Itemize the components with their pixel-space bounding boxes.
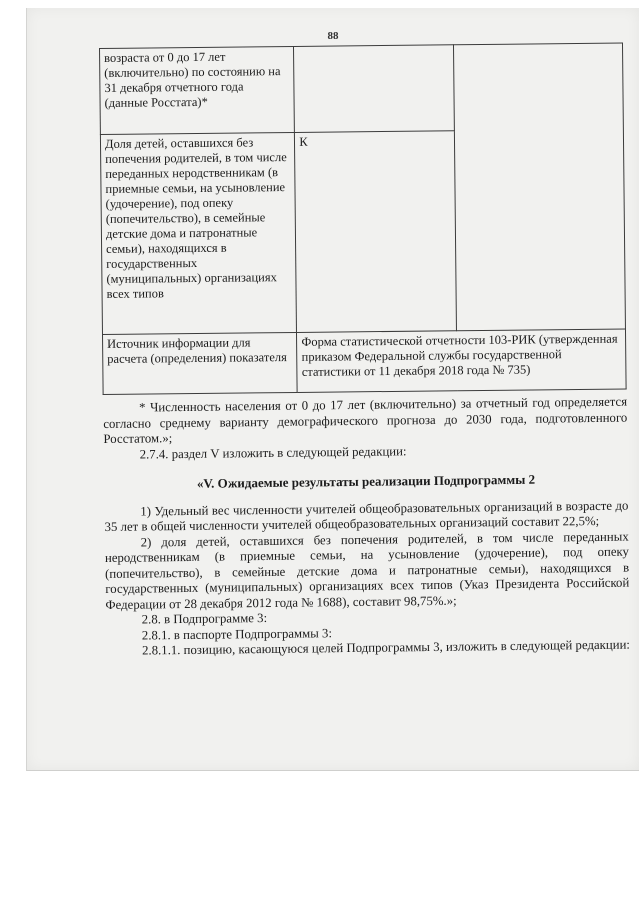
paragraph: 2.8.1.1. позицию, касающуюся целей Подпрограммы 3, изложить в следующей редакции: xyxy=(141,637,631,658)
table-cell xyxy=(454,43,626,331)
paragraph: 2.8.1. в паспорте Подпрограммы 3: xyxy=(141,625,333,643)
paragraph: 2.8. в Подпрограмме 3: xyxy=(141,611,268,627)
table-cell xyxy=(294,45,455,133)
paragraph: 1) Удельный вес численности учителей общеобразовательных организаций в возрасте до 35 лет в общей численности учителей общеобразовательных организаций составит 22,5%; xyxy=(104,498,629,534)
table-cell: Форма статистической отчетности 103-РИК (утвержденная приказом Федеральной службы государственной статистики от 11 декабря 2018 года № 735) xyxy=(297,329,626,392)
paragraph: 2) доля детей, оставшихся без попечения родителей, в том числе переданных неродственникам (в приемные семьи, на усыновление (удочерение), под опеку (попечительство), в семейные детские дома и патронатные семьи), находящихся в государственных (муниципальных) организациях всех типов (Указ Президента Российской Федерации от 28 декабря 2012 года № 1688), составит 98,75%.»; xyxy=(104,529,630,612)
table-cell: К xyxy=(295,131,457,333)
scanned-page xyxy=(26,8,639,771)
table-cell: возраста от 0 до 17 лет (включительно) по состоянию на 31 декабря отчетного года (данные Росстата)* xyxy=(100,46,295,134)
table-cell: Доля детей, оставшихся без попечения родителей, в том числе переданных неродственникам (в приемные семьи, на усыновление (удочерение), под опеку (попечительство), в семейные детские дома и патронатные семьи), находящихся в государственных (муниципальных) организациях всех типов xyxy=(100,132,296,334)
indicator-table xyxy=(99,43,627,395)
table-row xyxy=(100,43,624,134)
table-cell: Источник информации для расчета (определения) показателя xyxy=(103,332,298,394)
table-row xyxy=(103,329,627,394)
page-number: 88 xyxy=(327,30,339,42)
section-heading: «V. Ожидаемые результаты реализации Подпрограммы 2 xyxy=(196,471,536,491)
footnote: * Численность населения от 0 до 17 лет (включительно) за отчетный год определяется согласно среднему варианту демографического прогноза до 2030 года, подготовленного Росстатом.»; xyxy=(103,394,628,446)
paragraph: 2.7.4. раздел V изложить в следующей редакции: xyxy=(139,443,407,462)
document-body xyxy=(103,395,630,660)
